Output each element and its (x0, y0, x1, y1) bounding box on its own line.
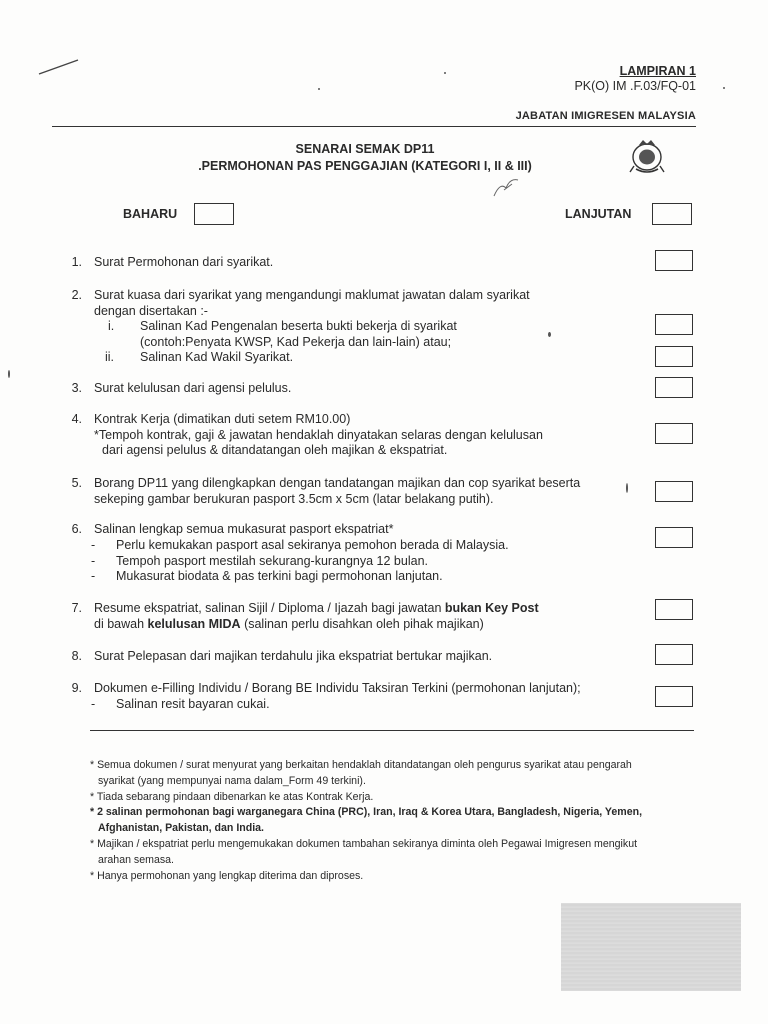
item-number: 9. (71, 681, 82, 695)
item-text-part: (salinan perlu disahkan oleh pihak majikan) (240, 616, 484, 631)
item-text-part: di bawah (94, 616, 148, 631)
note-text: * Tiada sebarang pindaan dibenarkan ke atas Kontrak Kerja. (90, 790, 374, 803)
item-1-checkbox[interactable] (655, 250, 693, 271)
scribble-icon (490, 172, 526, 200)
sub-item-number: ii. (105, 350, 115, 364)
note-text-cont: syarikat (yang mempunyai nama dalam_Form 49 terkini). (98, 774, 366, 787)
item-2ii-checkbox[interactable] (655, 346, 693, 367)
item-4-checkbox[interactable] (655, 423, 693, 444)
item-number: 5. (71, 476, 82, 490)
item-text-line: Kontrak Kerja (dimatikan duti setem RM10.00) (94, 412, 351, 426)
item-number: 4. (71, 412, 82, 426)
note-item (90, 758, 690, 790)
note-text: * 2 salinan permohonan bagi warganegara China (PRC), Iran, Iraq & Korea Utara, Bangladesh, Nigeria, Yemen, (90, 806, 643, 819)
item-text: Surat kelulusan dari agensi pelulus. (94, 381, 292, 395)
bullet-dash: - (91, 553, 96, 568)
item-number: 2. (71, 288, 82, 302)
item-3-checkbox[interactable] (655, 377, 693, 398)
item-text-bold: bukan Key Post (444, 601, 539, 615)
note-text-cont: Afghanistan, Pakistan, dan India. (98, 822, 264, 835)
item-text-line: dari agensi pelulus & ditandatangan oleh majikan & ekspatriat. (102, 443, 448, 457)
item-text: Salinan lengkap semua mukasurat pasport ekspatriat* (94, 522, 394, 536)
note-text: * Majikan / ekspatriat perlu mengemukakan dokumen tambahan sekiranya diminta oleh Pegawai Imigresen mengikut (90, 837, 638, 850)
item-text (94, 412, 614, 459)
baharu-checkbox[interactable] (194, 203, 234, 225)
scan-speck (8, 370, 10, 378)
bullet-item: Tempoh pasport mestilah sekurang-kurangnya 12 bulan. (116, 553, 428, 568)
item-text-line (94, 601, 634, 617)
item-number: 3. (71, 381, 82, 395)
item-text-line (94, 617, 634, 633)
checklist-item-2 (0, 288, 768, 368)
item-text: Surat Permohonan dari syarikat. (94, 255, 274, 269)
lanjutan-checkbox[interactable] (652, 203, 692, 225)
item-text-part: Resume ekspatriat, salinan Sijil / Diploma / Ijazah bagi jawatan (94, 601, 445, 615)
item-text: Dokumen e-Filling Individu / Borang BE Individu Taksiran Terkini (permohonan lanjutan); (94, 681, 581, 695)
note-item (90, 790, 690, 806)
item-text (94, 288, 614, 319)
notes-section (90, 758, 690, 884)
scan-speck (723, 87, 725, 89)
sub-item-text (140, 319, 580, 350)
header-divider (52, 126, 696, 127)
lampiran-label: LAMPIRAN 1 (619, 64, 696, 78)
lanjutan-label: LANJUTAN (565, 207, 632, 221)
baharu-label: BAHARU (123, 207, 178, 221)
document-subtitle: .PERMOHONAN PAS PENGGAJIAN (KATEGORI I, II & III) (198, 159, 532, 173)
item-text-line: sekeping gambar berukuran pasport 3.5cm x 5cm (latar belakang putih). (94, 491, 494, 506)
bullet-dash: - (91, 569, 96, 583)
sub-item-line: Salinan Kad Pengenalan beserta bukti bekerja di syarikat (140, 319, 457, 333)
stamp-block (561, 903, 741, 991)
department-name: JABATAN IMIGRESEN MALAYSIA (515, 110, 696, 122)
form-code: PK(O) IM .F.03/FQ-01 (574, 79, 696, 93)
note-item (90, 805, 690, 837)
item-6-checkbox[interactable] (655, 527, 693, 548)
item-text (94, 601, 634, 632)
item-number: 1. (71, 255, 82, 269)
sub-item-text: Salinan Kad Wakil Syarikat. (140, 350, 294, 364)
item-text: Surat Pelepasan dari majikan terdahulu jika ekspatriat bertukar majikan. (94, 649, 493, 663)
bullet-marks (91, 538, 95, 585)
notes-divider (90, 730, 694, 731)
bullet-item: Salinan resit bayaran cukai. (116, 697, 270, 711)
item-text-line: Surat kuasa dari syarikat yang mengandungi maklumat jawatan dalam syarikat (94, 288, 530, 302)
document-title: SENARAI SEMAK DP11 (295, 142, 435, 156)
item-text (94, 476, 634, 507)
scan-speck (626, 483, 628, 493)
sub-item-number: i. (108, 319, 115, 333)
item-7-checkbox[interactable] (655, 599, 693, 620)
item-9-checkbox[interactable] (655, 686, 693, 707)
item-text-line: dengan disertakan :- (94, 303, 208, 318)
note-item (90, 869, 690, 885)
item-5-checkbox[interactable] (655, 481, 693, 502)
bullet-dash: - (91, 538, 96, 552)
item-2i-checkbox[interactable] (655, 314, 693, 335)
note-item (90, 837, 690, 869)
bullet-list (116, 538, 596, 585)
scan-speck (548, 332, 551, 337)
bullet-dash: - (91, 697, 96, 711)
item-number: 7. (71, 601, 82, 615)
scan-speck (318, 88, 320, 90)
immigration-crest-icon (628, 136, 666, 176)
item-8-checkbox[interactable] (655, 644, 693, 665)
pen-mark-icon (36, 56, 82, 80)
bullet-item: Mukasurat biodata & pas terkini bagi permohonan lanjutan. (116, 569, 443, 583)
item-text-line: *Tempoh kontrak, gaji & jawatan hendaklah dinyatakan selaras dengan kelulusan (94, 427, 543, 442)
note-text-cont: arahan semasa. (98, 853, 174, 866)
item-text-line: Borang DP11 yang dilengkapkan dengan tandatangan majikan dan cop syarikat beserta (94, 476, 581, 490)
item-text-bold: kelulusan MIDA (147, 616, 241, 631)
item-number: 6. (71, 522, 82, 536)
sub-item-line: (contoh:Penyata KWSP, Kad Pekerja dan lain-lain) atau; (140, 334, 452, 349)
note-text: * Semua dokumen / surat menyurat yang berkaitan hendaklah ditandatangan oleh pengurus syarikat atau pengarah (90, 759, 632, 771)
scan-speck (444, 72, 446, 74)
bullet-item: Perlu kemukakan pasport asal sekiranya pemohon berada di Malaysia. (116, 538, 509, 552)
item-number: 8. (71, 649, 82, 663)
note-text: * Hanya permohonan yang lengkap diterima dan diproses. (90, 869, 364, 882)
